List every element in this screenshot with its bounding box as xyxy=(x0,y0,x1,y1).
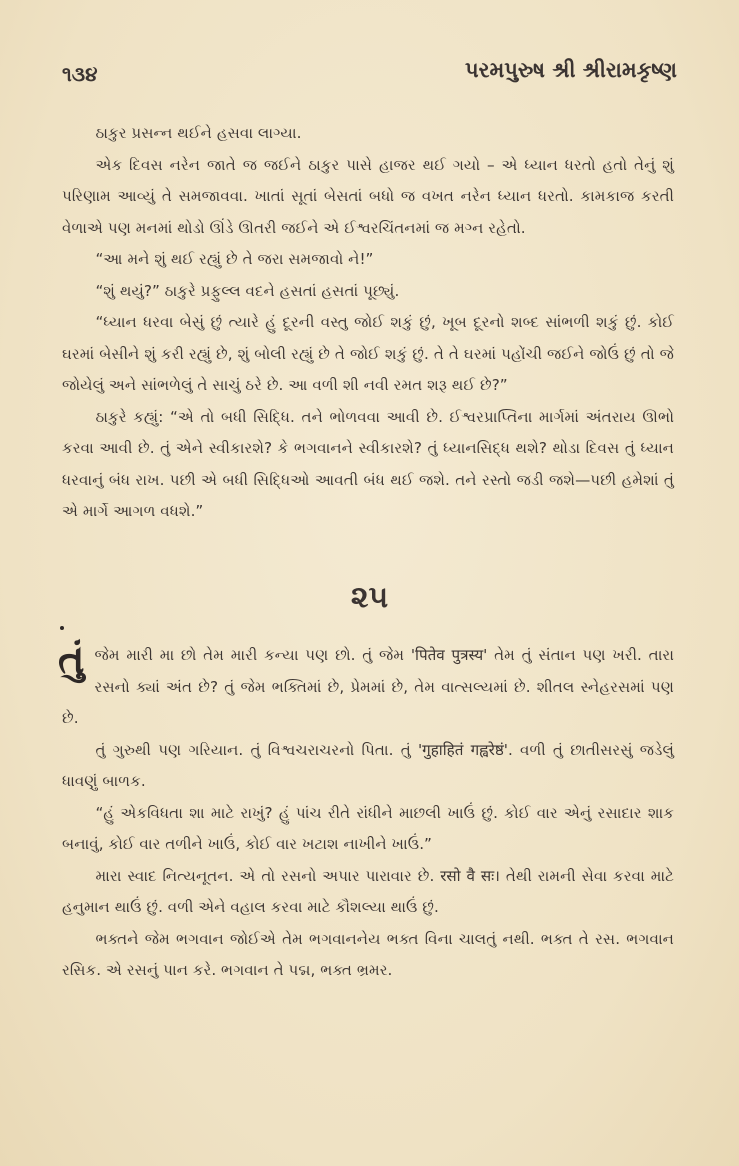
paragraph: તું ગુરુથી પણ ગરિયાન. તું વિશ્વચરાચરનો પિતા. તું 'गुहाहितं गह्वरेष्ठं'. વળી તું છાતીસરસું જડેલું ધાવણું બાળક. xyxy=(62,740,674,790)
paragraph: “ધ્યાન ધરવા બેસું છું ત્યારે હું દૂરની વસ્તુ જોઈ શકું છું, ખૂબ દૂરનો શબ્દ સાંભળી શકું છું. કોઈ ઘરમાં બેસીને શું કરી રહ્યું છે, શું બોલી રહ્યું છે તે જોઈ શકું છું. તે તે ઘરમાં પહોંચી જઈને જોઉં છું તો જે જોયેલું અને સાંભળેલું તે સાચું ઠરે છે. આ વળી શી નવી રમત શરૂ થઈ છે?” xyxy=(62,313,674,394)
section-two-text xyxy=(58,637,674,987)
paragraph: “શું થયું?” ઠાકુરે પ્રફુલ્લ વદને હસતાં હસતાં પૂછ્યું. xyxy=(95,281,400,300)
paragraph: મારા સ્વાદ નિત્યનૂતન. એ તો રસનો અપાર પારાવાર છે. रसो वै सः। તેથી રામની સેવા કરવા માટે હનુમાન થાઉં છું. વળી એને વહાલ કરવા માટે કૌશલ્યા થાઉં છું. xyxy=(62,866,674,916)
section-one-text xyxy=(62,118,674,528)
paragraph: એક દિવસ નરેન જાતે જ જઈને ઠાકુર પાસે હાજર થઈ ગયો – એ ધ્યાન ધરતો હતો તેનું શું પરિણામ આવ્યું તે સમજાવવા. ખાતાં સૂતાં બેસતાં બધો જ વખત નરેન ધ્યાન ધરતો. કામકાજ કરતી વેળાએ પણ મનમાં થોડો ઊંડે ઊતરી જઈને એ ઈશ્વરચિંતનમાં જ મગ્ન રહેતો. xyxy=(62,155,674,237)
drop-cap: તું xyxy=(58,637,85,683)
page-number: ૧૩૪ xyxy=(62,62,98,86)
paragraph: “આ મને શું થઈ રહ્યું છે તે જરા સમજાવો ને!” xyxy=(95,250,374,268)
chapter-number: ૨૫ xyxy=(350,580,389,615)
paragraph xyxy=(58,637,674,735)
paragraph-text: જેમ મારી મા છો તેમ મારી કન્યા પણ છો. તું જેમ 'पितेव पुत्रस्य' તેમ તું સંતાન પણ ખરી. તારા રસનો ક્યાં અંત છે? તું જેમ ભક્તિમાં છે, પ્રેમમાં છે, તેમ વાત્સલ્યમાં છે. શીતલ સ્નેહરસમાં પણ છે. xyxy=(62,646,674,727)
running-title: પરમપુરુષ શ્રી શ્રીરામકૃષ્ણ xyxy=(464,58,677,82)
page-header xyxy=(62,58,677,92)
paragraph: ઠાકુર પ્રસન્ન થઈને હસવા લાગ્યા. xyxy=(95,124,302,142)
paragraph: ભક્તને જેમ ભગવાન જોઈએ તેમ ભગવાનનેય ભક્ત વિના ચાલતું નથી. ભક્ત તે રસ. ભગવાન રસિક. એ રસનું પાન કરે. ભગવાન તે પદ્મ, ભક્ત ભ્રમર. xyxy=(62,929,674,979)
paragraph: “હું એકવિધતા શા માટે રાખું? હું પાંચ રીતે રાંધીને માછલી ખાઉં છું. કોઈ વાર એનું રસાદાર શાક બનાવું, કોઈ વાર તળીને ખાઉં, કોઈ વાર ખટાશ નાખીને ખાઉં.” xyxy=(62,803,674,853)
paragraph: ઠાકુરે કહ્યું: “એ તો બધી સિદ્ધિ. તને ભોળવવા આવી છે. ઈશ્વરપ્રાપ્તિના માર્ગમાં અંતરાય ઊભો કરવા આવી છે. તું એને સ્વીકારશે? કે ભગવાનને સ્વીકારશે? તું ધ્યાનસિદ્ધ થશે? થોડા દિવસ તું ધ્યાન ધરવાનું બંધ રાખ. પછી એ બધી સિદ્ધિઓ આવતી બંધ થઈ જશે. તને રસ્તો જડી જશે—પછી હમેશાં તું એ માર્ગે આગળ વધશે.” xyxy=(62,407,674,520)
